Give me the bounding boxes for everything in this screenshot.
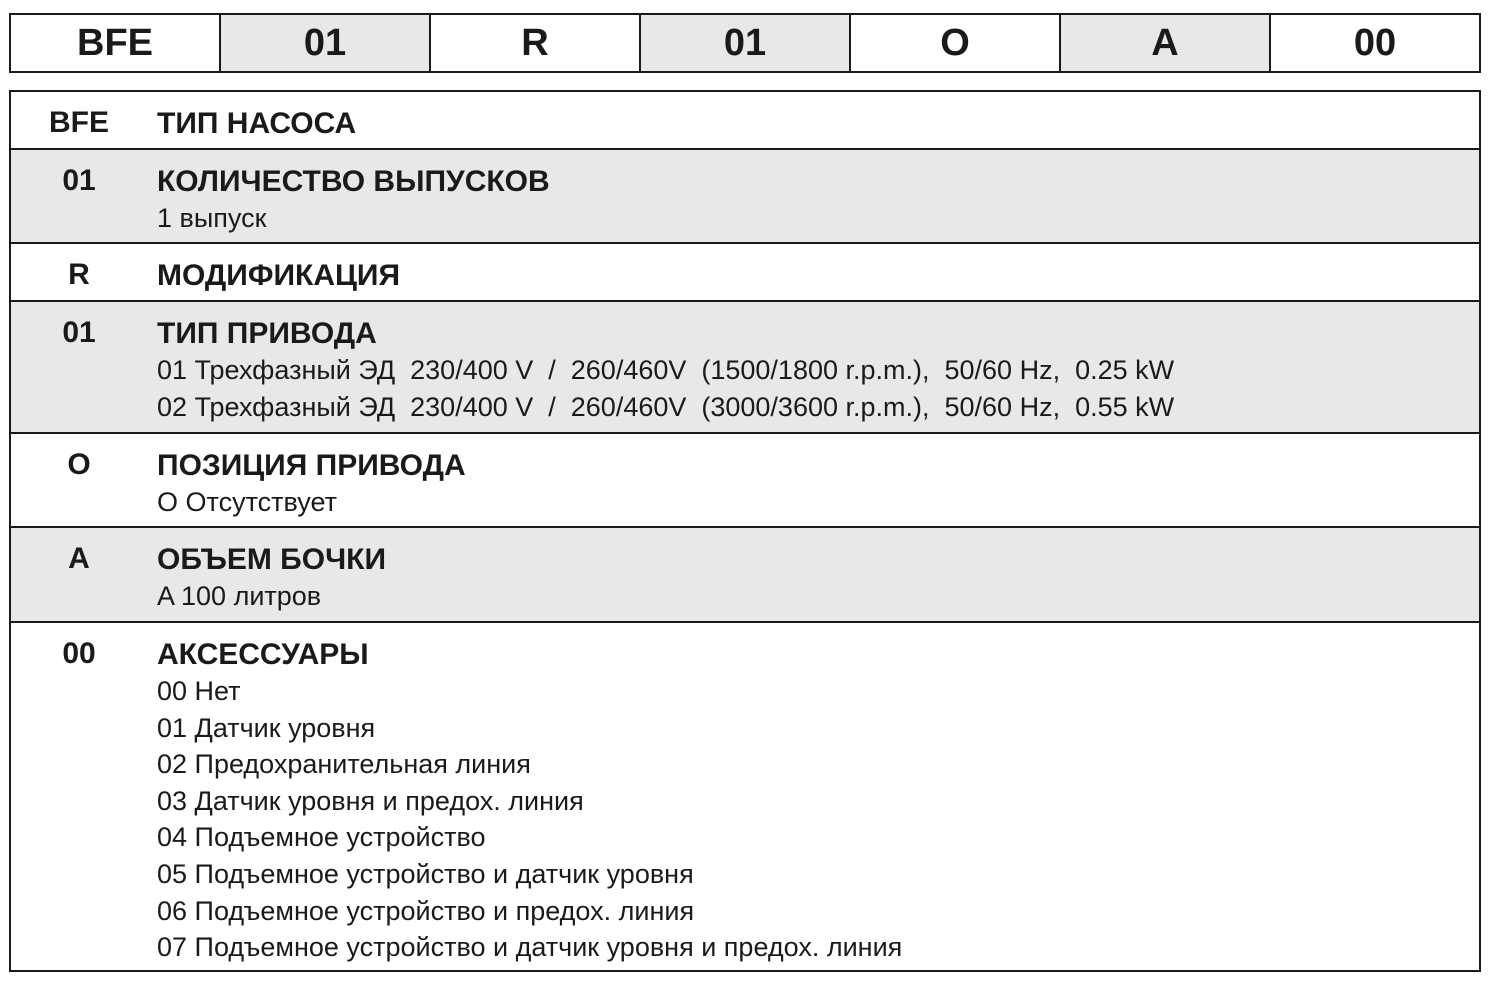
code-cell-drive-type: 01: [641, 15, 851, 71]
row-body: [157, 637, 1459, 966]
option-item: 05 Подъемное устройство и датчик уровня: [157, 858, 694, 889]
spec-row-outlets: [11, 150, 1479, 244]
row-code: A: [68, 542, 90, 575]
option-list: [157, 200, 1459, 237]
spec-row-drive-position: [11, 434, 1479, 528]
option-item: 01 Датчик уровня: [157, 712, 376, 743]
row-title: ТИП НАСОСА: [157, 107, 357, 140]
row-code: BFE: [49, 106, 109, 139]
spec-table: [9, 90, 1481, 972]
option-item: 1 выпуск: [157, 203, 267, 233]
spec-row-drive-type: [11, 302, 1479, 434]
code-cell-pump-type: BFE: [11, 15, 221, 71]
row-title: ПОЗИЦИЯ ПРИВОДА: [157, 449, 466, 482]
option-item: 00 Нет: [157, 676, 241, 706]
row-title: ТИП ПРИВОДА: [157, 317, 377, 350]
row-title: КОЛИЧЕСТВО ВЫПУСКОВ: [157, 165, 550, 198]
code-cell-barrel-volume: A: [1061, 15, 1271, 71]
code-cell-modification: R: [431, 15, 641, 71]
option-item: 07 Подъемное устройство и датчик уровня и предох. линия: [157, 932, 903, 963]
code-cell-outlets: 01: [221, 15, 431, 71]
row-body: [157, 164, 1459, 237]
option-list: [157, 352, 1459, 425]
option-item: 02 Трехфазный ЭД 230/400 V / 260/460V (3000/3600 r.p.m.), 50/60 Hz, 0.55 kW: [157, 391, 1175, 422]
row-body: [157, 258, 1459, 294]
option-list: [157, 578, 1459, 615]
option-list: [157, 484, 1459, 521]
spec-row-accessories: [11, 623, 1479, 970]
option-item: 04 Подъемное устройство: [157, 822, 486, 853]
row-body: [157, 316, 1459, 425]
option-item: 01 Трехфазный ЭД 230/400 V / 260/460V (1500/1800 r.p.m.), 50/60 Hz, 0.25 kW: [157, 355, 1175, 385]
row-code: R: [68, 258, 90, 291]
spec-row-modification: [11, 244, 1479, 302]
option-item: 06 Подъемное устройство и предох. линия: [157, 895, 695, 926]
model-code-strip: [9, 13, 1481, 73]
row-title: АКСЕССУАРЫ: [157, 638, 369, 671]
row-body: [157, 448, 1459, 521]
row-body: [157, 106, 1459, 142]
row-code: 01: [62, 164, 96, 197]
code-cell-drive-position: O: [851, 15, 1061, 71]
spec-row-barrel-volume: [11, 528, 1479, 623]
row-body: [157, 542, 1459, 615]
option-item: A 100 литров: [157, 581, 322, 611]
row-title: МОДИФИКАЦИЯ: [157, 259, 401, 292]
row-code: 01: [62, 316, 96, 349]
code-cell-accessories: 00: [1353, 21, 1397, 64]
row-code: O: [67, 448, 91, 481]
option-item: 03 Датчик уровня и предох. линия: [157, 785, 584, 816]
option-list: [157, 673, 1459, 966]
option-item: O Отсутствует: [157, 487, 337, 517]
row-title: ОБЪЕМ БОЧКИ: [157, 543, 387, 576]
spec-row-pump-type: [11, 92, 1479, 150]
option-item: 02 Предохранительная линия: [157, 749, 531, 780]
row-code: 00: [62, 637, 96, 670]
